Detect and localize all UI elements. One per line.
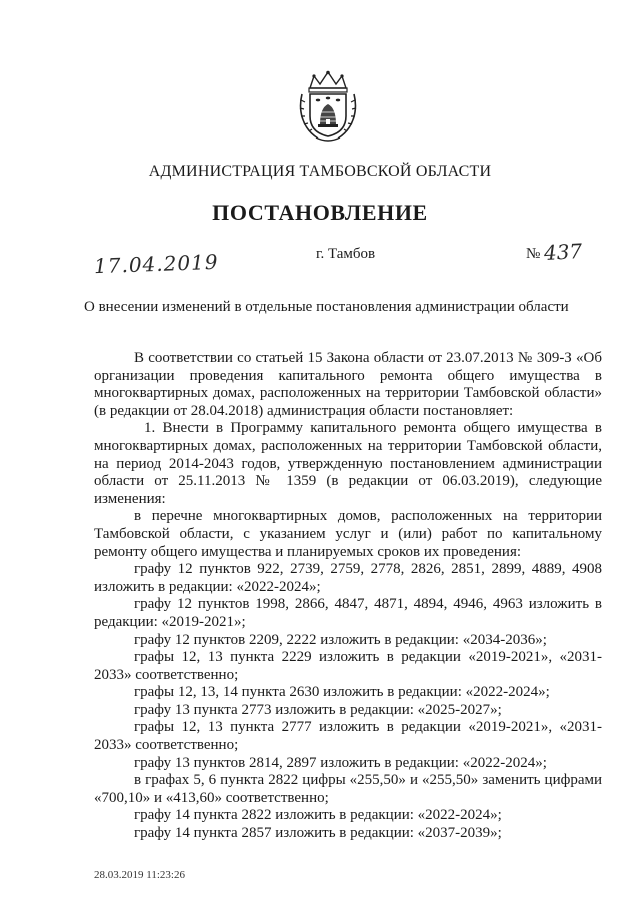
paragraph-change: графы 12, 13, 14 пункта 2630 изложить в редакции: «2022-2024»; [134, 684, 550, 701]
paragraph-preamble: В соответствии со статьей 15 Закона области от 23.07.2013 № 309-З «Об организации проведения капитального ремонта общего имущества в многоквартирных домах, расположенных на территории Тамбовской области» (в редакции от 28.04.2018) администрация области постановляет: [94, 350, 602, 419]
paragraph-change: графы 12, 13 пункта 2777 изложить в редакции «2019-2021», «2031-2033» соответственно; [94, 719, 602, 754]
handwritten-date: 17.04.2019 [93, 249, 219, 279]
document-subject: О внесении изменений в отдельные постановления администрации области [84, 299, 569, 315]
paragraph-change: графу 12 пунктов 2209, 2222 изложить в редакции: «2034-2036»; [134, 631, 547, 648]
paragraph-change: графу 14 пункта 2857 изложить в редакции: «2037-2039»; [134, 825, 502, 842]
paragraph-change: графы 12, 13 пункта 2229 изложить в редакции «2019-2021», «2031-2033» соответственно; [94, 649, 602, 683]
print-timestamp: 28.03.2019 11:23:26 [94, 869, 185, 881]
coat-of-arms-emblem [296, 70, 360, 144]
paragraph-change: графу 14 пункта 2822 изложить в редакции: «2022-2024»; [134, 807, 502, 824]
handwritten-number: 437 [543, 239, 583, 265]
paragraph-change: графу 12 пунктов 922, 2739, 2759, 2778, 2826, 2851, 2899, 4889, 4908 изложить в редакции: «2022-2024»; [94, 561, 602, 595]
paragraph-list-intro: в перечне многоквартирных домов, расположенных на территории Тамбовской области, с указанием услуг и (или) работ по капитальному ремонту общего имущества и планируемых сроков их проведения: [94, 508, 602, 560]
paragraph-change: графу 12 пунктов 1998, 2866, 4847, 4871, 4894, 4946, 4963 изложить в редакции: «2019-2021»; [94, 596, 602, 630]
number-label: № [526, 246, 541, 262]
paragraph-change: графу 13 пунктов 2814, 2897 изложить в редакции: «2022-2024»; [134, 754, 547, 771]
paragraph-item-1: 1. Внести в Программу капитального ремонта общего имущества в многоквартирных домах, расположенных на территории Тамбовской области, на период 2014-2043 годов, утвержденную постановлением администрации области от 25.11.2013 № 1359 (в редакции от 06.03.2019), следующие изменения: [94, 420, 602, 507]
document-type-title: ПОСТАНОВЛЕНИЕ [212, 200, 428, 225]
paragraph-change: графу 13 пункта 2773 изложить в редакции: «2025-2027»; [134, 701, 502, 718]
city-name: г. Тамбов [316, 246, 376, 262]
paragraph-change: в графах 5, 6 пункта 2822 цифры «255,50» и «255,50» заменить цифрами «700,10» и «413,60» соответственно; [94, 772, 602, 806]
organization-name: АДМИНИСТРАЦИЯ ТАМБОВСКОЙ ОБЛАСТИ [148, 163, 492, 180]
document-body [94, 350, 602, 843]
